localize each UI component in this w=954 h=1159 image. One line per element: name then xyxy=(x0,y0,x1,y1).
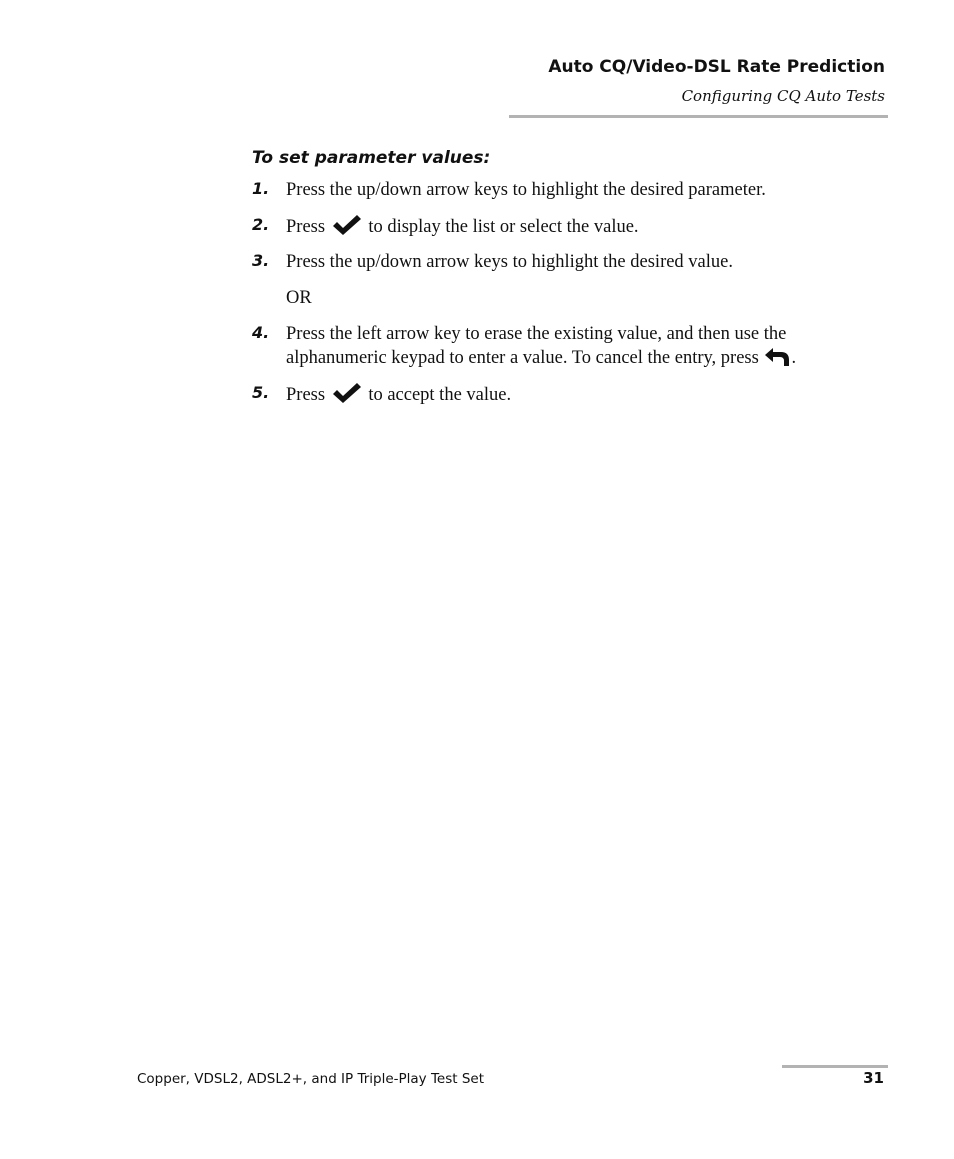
step-text: Press the up/down arrow keys to highlight the desired value. xyxy=(286,252,733,272)
step-text-after: to accept the value. xyxy=(368,385,512,405)
footer-rule xyxy=(782,1065,888,1068)
step-text-after: to display the list or select the value. xyxy=(368,217,639,237)
page-number: 31 xyxy=(863,1069,884,1087)
checkmark-icon xyxy=(331,214,363,236)
procedure-step-4 xyxy=(252,322,872,370)
running-header-subtitle: Configuring CQ Auto Tests xyxy=(681,87,885,105)
procedure-step-5 xyxy=(252,382,872,407)
step-text xyxy=(286,382,872,407)
step-number: 1. xyxy=(252,179,270,198)
procedure-step-1 xyxy=(252,178,872,202)
procedure-step-2 xyxy=(252,214,872,239)
return-arrow-icon xyxy=(764,347,790,367)
procedure-step-3 xyxy=(252,250,872,274)
step-text-before: Press the left arrow key to erase the existing value, and then use the alphanumeric keypad to enter a value. To cancel the entry, press xyxy=(286,324,787,368)
step-text-before: Press xyxy=(286,217,326,237)
step-text: Press the up/down arrow keys to highlight the desired parameter. xyxy=(286,180,766,200)
step-text-after: . xyxy=(791,348,797,368)
step-text xyxy=(286,322,872,370)
step-number: 3. xyxy=(252,251,270,270)
step-text-before: Press xyxy=(286,385,326,405)
footer-product-name: Copper, VDSL2, ADSL2+, and IP Triple-Play Test Set xyxy=(137,1071,485,1087)
procedure-title: To set parameter values: xyxy=(252,148,491,168)
or-separator: OR xyxy=(286,288,312,308)
step-number: 2. xyxy=(252,215,270,234)
step-number: 4. xyxy=(252,323,270,342)
running-header-title: Auto CQ/Video-DSL Rate Prediction xyxy=(548,57,885,77)
step-number: 5. xyxy=(252,383,270,402)
step-text xyxy=(286,214,872,239)
checkmark-icon xyxy=(331,382,363,404)
header-rule xyxy=(509,115,888,118)
